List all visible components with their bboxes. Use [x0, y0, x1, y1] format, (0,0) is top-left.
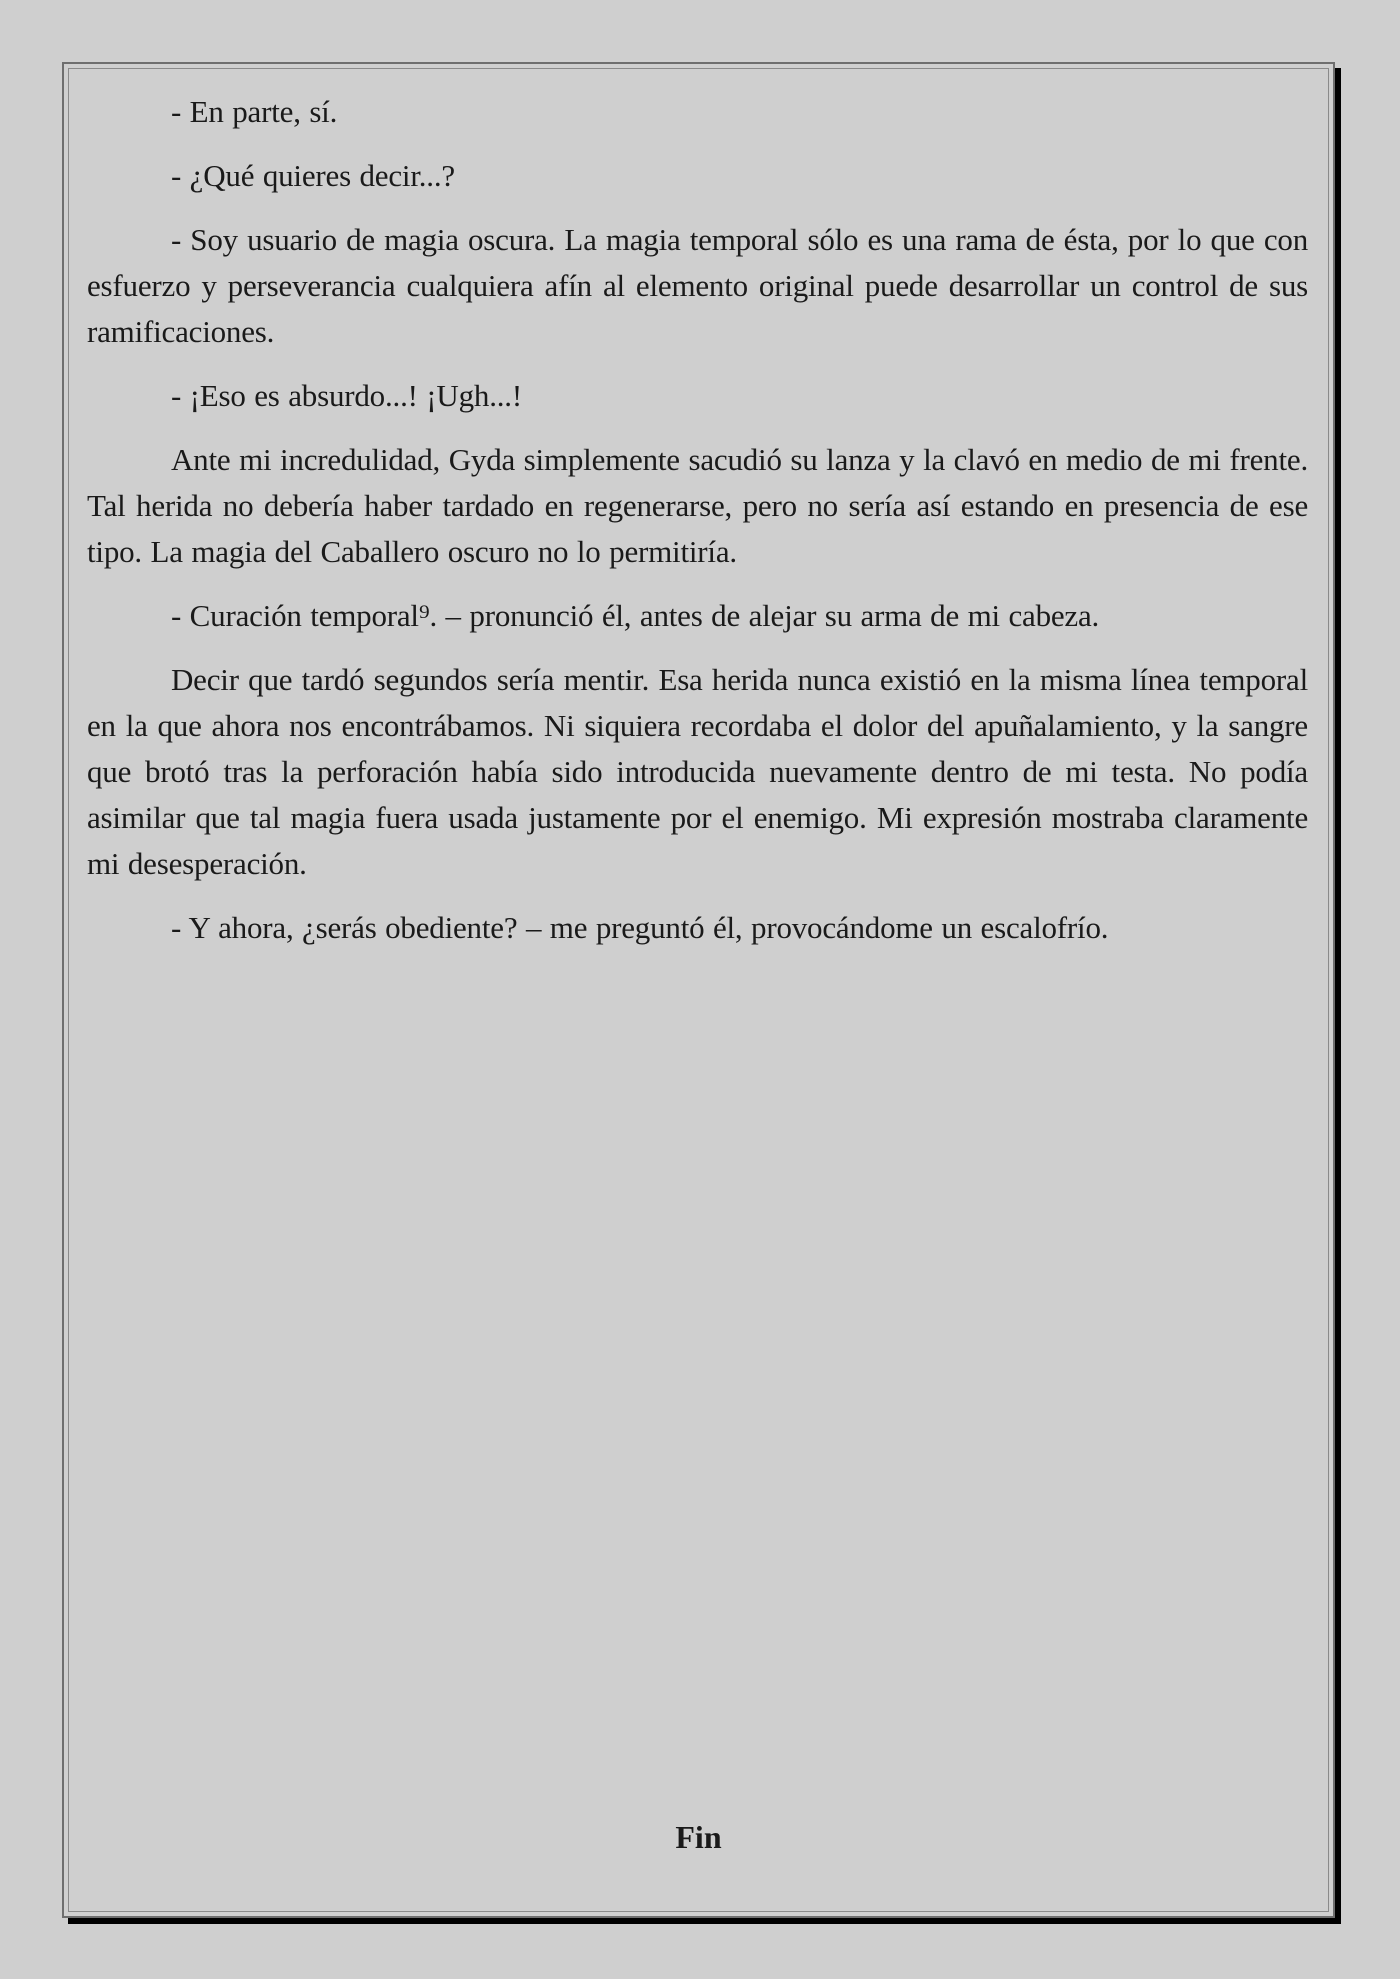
page-frame — [62, 62, 1335, 1918]
text-body — [87, 89, 1308, 969]
page-inner-border — [68, 68, 1329, 1912]
paragraph: - ¡Eso es absurdo...! ¡Ugh...! — [171, 378, 522, 413]
end-marker: Fin — [675, 1819, 722, 1855]
paragraph: Decir que tardó segundos sería mentir. Esa herida nunca existió en la misma línea temporal en la que ahora nos encontrábamos. Ni siquiera recordaba el dolor del apuñalamiento, y la sangre que brotó tras la perforación había sido introducida nuevamente dentro de mi testa. No podía asimilar que tal magia fuera usada justamente por el enemigo. Mi expresión mostraba claramente mi desesperación. — [87, 662, 1308, 881]
paragraph: - Curación temporal⁹. – pronunció él, antes de alejar su arma de mi cabeza. — [171, 598, 1100, 633]
paragraph: Ante mi incredulidad, Gyda simplemente sacudió su lanza y la clavó en medio de mi frente. Tal herida no debería haber tardado en regenerarse, pero no sería así estando en presencia de ese tipo. La magia del Caballero oscuro no lo permitiría. — [87, 442, 1308, 569]
paragraph: - ¿Qué quieres decir...? — [171, 158, 455, 193]
paragraph: - Soy usuario de magia oscura. La magia temporal sólo es una rama de ésta, por lo que con esfuerzo y perseverancia cualquiera afín al elemento original puede desarrollar un control de sus ramificaciones. — [87, 222, 1308, 349]
paragraph: - En parte, sí. — [171, 94, 338, 129]
paragraph: - Y ahora, ¿serás obediente? – me preguntó él, provocándome un escalofrío. — [171, 910, 1109, 945]
